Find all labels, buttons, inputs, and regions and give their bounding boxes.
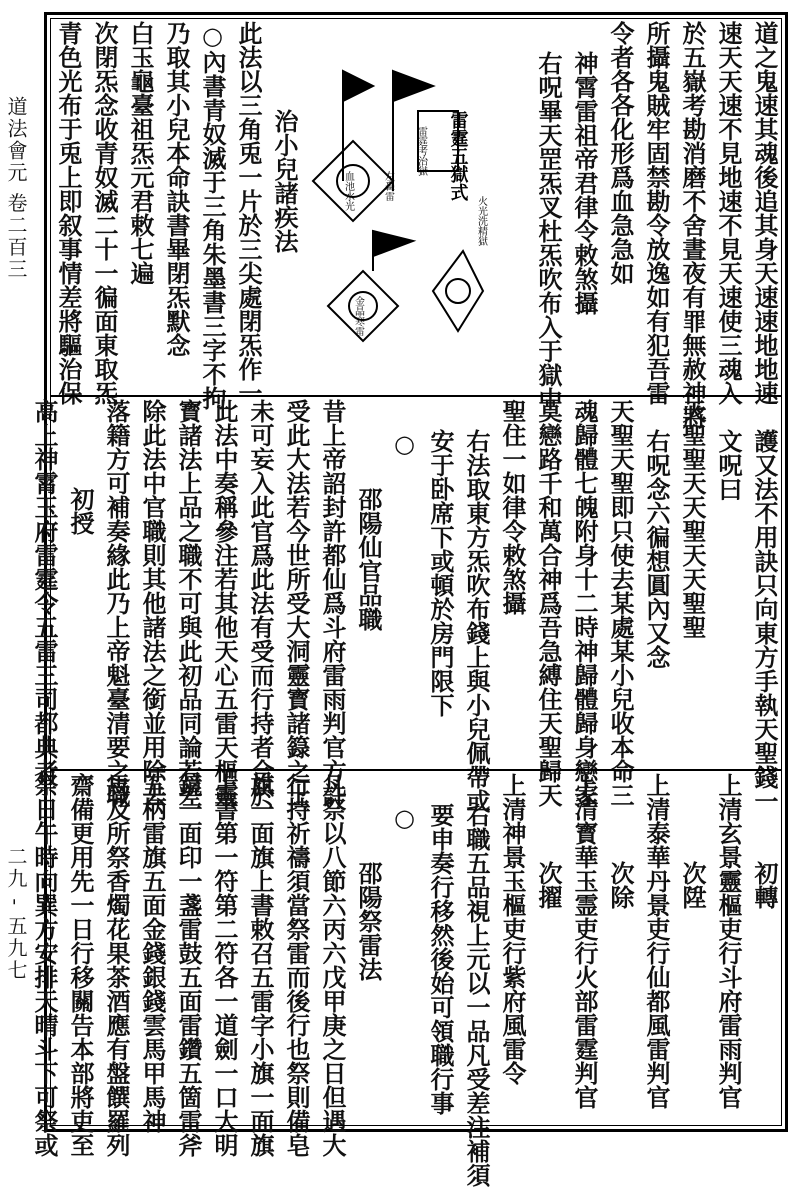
register-middle — [30, 399, 779, 813]
text-column: 此法以三角兎一片於三尖處閉炁作一 — [234, 21, 263, 405]
text-column: 未可妄入此官爲此法有受而行持者合於 — [246, 399, 275, 807]
text-columns — [23, 399, 779, 813]
text-column: 天聖聖天天聖天天聖聖 — [678, 399, 707, 639]
diagram-label: 金晶寒雷 — [352, 296, 364, 336]
text-column: 除此法中官職則其他諸法之銜並用除去 — [138, 399, 167, 807]
text-column: 乃取其小兒本命訣書畢閉炁默念 — [162, 21, 191, 357]
text-column: 邵陽仙官品職 — [354, 487, 383, 631]
text-column: 魂歸體七魄附身十二時神歸體歸身戀家 — [570, 399, 599, 807]
page-frame — [30, 12, 788, 1187]
square-right — [433, 251, 483, 331]
five-prisons-diagram — [303, 31, 503, 361]
text-columns-left — [47, 21, 299, 410]
text-column: 齋備更用先一日行移關告本部將吏至 — [66, 773, 95, 1157]
text-column: ○內書青奴滅于三角朱墨書三字不拘 — [198, 21, 227, 410]
text-column: 天聖天聖即只使去某處某小兒收本命三 — [606, 399, 635, 807]
register-top — [53, 21, 779, 429]
text-column: 速天天速不見地速不見天速使三魂入 — [714, 21, 743, 405]
register-bottom — [30, 773, 779, 1187]
text-column: ○ — [390, 429, 419, 458]
text-column: 旗一面旗上書敕召五雷字小旗一面旗 — [246, 773, 275, 1157]
text-column: 要申奏行移然後始可領職行事 — [426, 803, 455, 1115]
text-column: 莫戀路千和萬合神爲吾急縛住天聖歸天 — [534, 399, 563, 807]
text-column: 初轉 — [750, 861, 779, 909]
pennant-flag — [393, 71, 433, 101]
text-column: 所攝鬼賊牢固禁勘令放逸如有犯吾雷 — [642, 21, 671, 405]
text-column: 於五嶽考勘消磨不舍晝夜有罪無赦神將 — [678, 21, 707, 429]
text-column: 神霄雷祖帝君律令敕煞攝 — [570, 51, 599, 315]
text-column: 馬及所祭香燭花果茶酒應有盤饌羅列 — [102, 773, 131, 1157]
text-column: 受此大法若今世所受大洞靈寳諸籙之士 — [282, 399, 311, 807]
text-column: 上清泰華丹景吏行仙都風雷判官 — [642, 773, 671, 1109]
text-column: 次閉炁念收青奴滅二十一徧面東取炁 — [90, 21, 119, 405]
text-column: 上清玄景靈樞吏行斗府雷雨判官 — [714, 773, 743, 1109]
text-column: 祭日午時向巽方安排天晴斗下可祭或 — [30, 773, 59, 1157]
text-column: 道之鬼速其魂後追其身天速速地地速 — [750, 21, 779, 405]
text-column: 行持祈禱須當祭雷而後行也祭則備皂 — [282, 773, 311, 1157]
text-column: ○ — [390, 803, 419, 832]
text-column: 治小兒諸疾法 — [270, 109, 299, 253]
text-columns — [23, 773, 779, 1187]
text-column: 上書第一符第二符各一道劍一口大明 — [210, 773, 239, 1157]
text-column: 右法取東方炁吹布錢上與小兒佩帶或 — [462, 429, 491, 813]
page-number: 二九 ‑ 五九七 — [4, 846, 28, 982]
text-column: 次陞 — [678, 861, 707, 909]
text-column: 右呪畢天罡炁叉杜炁吹布入于獄中 — [534, 51, 563, 411]
text-column: 右職五品視上元以一品凡受差注補須 — [462, 803, 491, 1187]
text-column: 青色光布于兎上即叙事情差將驅治保 — [54, 21, 83, 405]
text-column: 上清神景玉樞吏行紫府風雷令 — [498, 773, 527, 1085]
text-column: 令者各各化形爲血急急如 — [606, 21, 635, 285]
diagram-label: 左轟雷 — [382, 171, 394, 201]
diagram-title: 雷霆五獄式 — [447, 111, 469, 201]
text-column: 次除 — [606, 861, 635, 909]
text-column: 凡祭以八節六丙六戊甲庚之日但遇大 — [318, 773, 347, 1157]
seal-right — [446, 279, 470, 303]
text-column: 此法中奏稱參注若其他天心五雷天樞靈 — [210, 399, 239, 807]
book-title: 道法會元 卷二百三 — [4, 96, 28, 281]
text-column: 次擢 — [534, 861, 563, 909]
text-column: 白玉龜臺祖炁元君敕七遍 — [126, 21, 155, 285]
text-column: 昔上帝詔封許都仙爲斗府雷雨判官方許 — [318, 399, 347, 807]
text-column: 高上神霄玉府雷霆令五雷三司都典者 — [30, 399, 59, 783]
text-columns-right — [527, 21, 779, 429]
register-divider — [51, 395, 781, 397]
text-column: 鏡一面印一盞雷鼓五面雷鑽五箇雷斧 — [174, 773, 203, 1157]
text-column: 文呪曰 — [714, 429, 743, 501]
pennant-flag — [343, 71, 373, 101]
text-column: 右呪念六徧想圓內又念 — [642, 429, 671, 669]
diagram-label: 雷霆考治獄 — [415, 126, 427, 176]
register-divider — [51, 769, 781, 771]
text-column: 安于卧席下或頓於房門限下 — [426, 429, 455, 717]
text-column: 寳諸法上品之職不可與此初品同論若差 — [174, 399, 203, 807]
diagram-label: 血池水光 — [342, 171, 354, 211]
diagram-label: 火光洗精獄 — [475, 196, 487, 246]
text-column: 聖住一如律令敕煞攝 — [498, 399, 527, 615]
text-column: 護又法不用訣只向東方手執天聖錢一 — [750, 429, 779, 813]
pennant-flag — [373, 231, 413, 256]
text-column: 邵陽祭雷法 — [354, 861, 383, 981]
text-column: 落籍方可補奏緣此乃上帝魁臺清要之職 — [102, 399, 131, 807]
text-column: 上清寳華玉霊吏行火部雷霆判官 — [570, 773, 599, 1109]
text-column: 五柄雷旗五面金錢銀錢雲馬甲馬神 — [138, 773, 167, 1133]
text-column: 初授 — [66, 487, 95, 535]
